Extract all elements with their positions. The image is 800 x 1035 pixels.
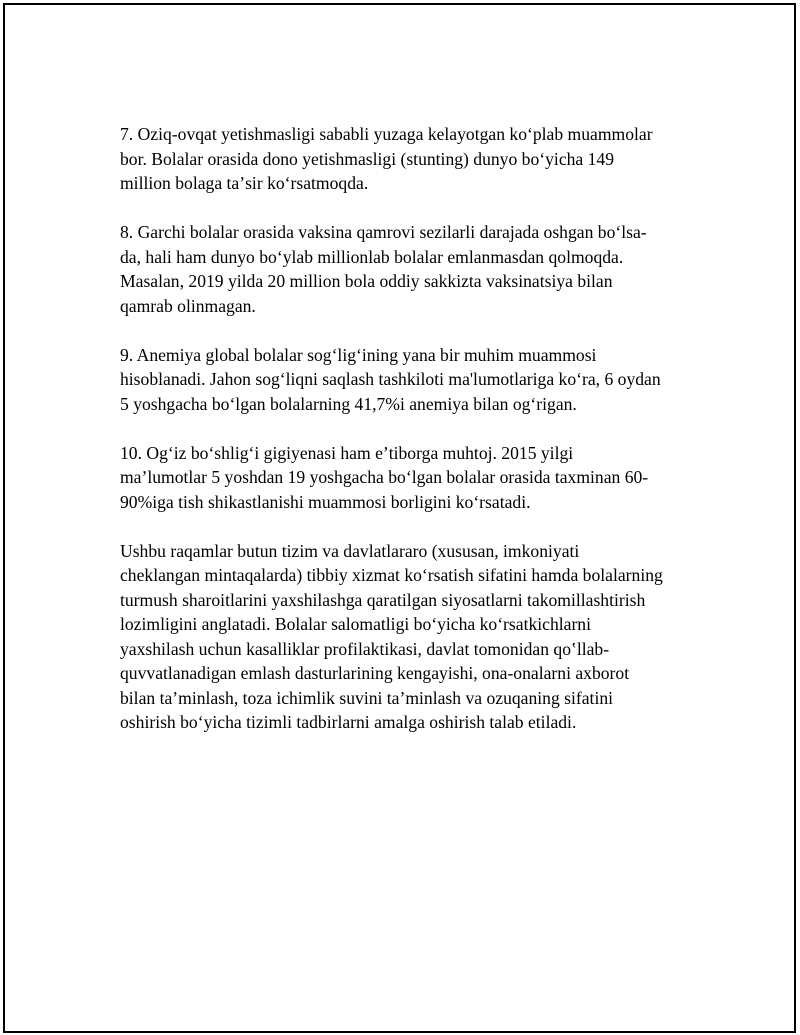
- text-line: lozimligini anglatadi. Bolalar salomatligi boʻyicha koʻrsatkichlarni: [120, 614, 591, 634]
- document-body: [120, 122, 700, 759]
- text-line: Masalan, 2019 yilda 20 million bola oddiy sakkizta vaksinatsiya bilan: [120, 271, 613, 291]
- text-line: 7. Oziq-ovqat yetishmasligi sababli yuzaga kelayotgan koʻplab muammolar: [120, 124, 653, 144]
- paragraph-item-7: [120, 122, 700, 196]
- text-line: maʼlumotlar 5 yoshdan 19 yoshgacha boʻlgan bolalar orasida taxminan 60-: [120, 467, 649, 487]
- text-line: 8. Garchi bolalar orasida vaksina qamrovi sezilarli darajada oshgan boʻlsa-: [120, 222, 647, 242]
- paragraph-item-9: [120, 343, 700, 417]
- text-line: turmush sharoitlarini yaxshilashga qaratilgan siyosatlarni takomillashtirish: [120, 589, 646, 610]
- text-line: 10. Ogʻiz boʻshligʻi gigiyenasi ham eʼtiborga muhtoj. 2015 yilgi: [120, 442, 574, 463]
- page-frame: [3, 3, 796, 1033]
- text-line: yaxshilash uchun kasalliklar profilaktikasi, davlat tomonidan qoʽllab-: [120, 638, 610, 659]
- text-line: 9. Anemiya global bolalar sogʻligʻining yana bir muhim muammosi: [120, 344, 597, 365]
- text-line: quvvatlanadigan emlash dasturlarining kengayishi, ona-onalarni axborot: [120, 663, 630, 683]
- text-line: hisoblanadi. Jahon sogʻliqni saqlash tashkiloti ma'lumotlariga koʻra, 6 oydan: [120, 369, 661, 389]
- text-line: qamrab olinmagan.: [120, 295, 256, 316]
- text-line: da, hali ham dunyo boʻylab millionlab bolalar emlanmasdan qolmoqda.: [120, 246, 624, 267]
- paragraph-item-8: [120, 220, 700, 318]
- text-line: 90%iga tish shikastlanishi muammosi borligini koʻrsatadi.: [120, 491, 531, 512]
- text-line: cheklangan mintaqalarda) tibbiy xizmat koʻrsatish sifatini hamda bolalarning: [120, 565, 663, 585]
- text-line: million bolaga taʼsir koʻrsatmoqda.: [120, 173, 369, 193]
- text-line: Ushbu raqamlar butun tizim va davlatlararo (xususan, imkoniyati: [120, 540, 580, 561]
- text-line: bilan taʼminlash, toza ichimlik suvini taʼminlash va ozuqaning sifatini: [120, 687, 614, 708]
- text-line: bor. Bolalar orasida dono yetishmasligi (stunting) dunyo boʻyicha 149: [120, 148, 615, 169]
- paragraph-item-10: [120, 441, 700, 515]
- paragraph-conclusion: [120, 539, 700, 735]
- text-line: 5 yoshgacha boʻlgan bolalarning 41,7%i anemiya bilan ogʻrigan.: [120, 393, 577, 414]
- text-line: oshirish boʻyicha tizimli tadbirlarni amalga oshirish talab etiladi.: [120, 712, 577, 732]
